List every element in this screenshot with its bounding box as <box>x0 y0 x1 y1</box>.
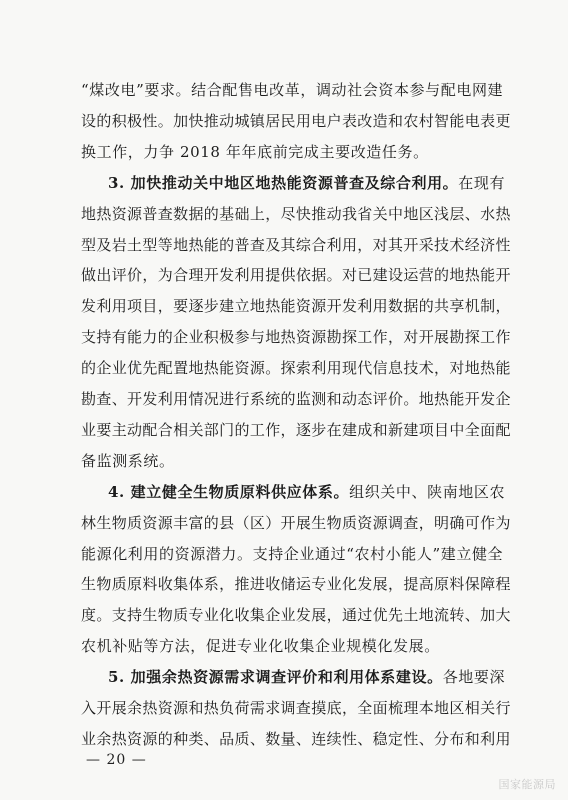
watermark: 国家能源局 <box>498 778 556 791</box>
text-line: 支持有能力的企业积极参与地热资源勘探工作，对开展勘探工作 <box>81 328 511 347</box>
text-line: 农机补贴等方法，促进专业化收集企业规模化发展。 <box>81 637 440 656</box>
text-line: 能源化利用的资源潜力。支持企业通过“农村小能人”建立健全 <box>81 544 504 563</box>
text-line <box>108 480 505 504</box>
page-number: — 20 — <box>86 752 147 768</box>
text-line: 勘查、开发利用情况进行系统的监测和动态评价。地热能开发企 <box>81 390 511 408</box>
text-line <box>108 665 505 689</box>
text-line: 地热资源普查数据的基础上，尽快推动我省关中地区浅层、水热 <box>81 204 511 223</box>
text-line: 生物质原料收集体系，推进收储运专业化发展，提高原料保障程 <box>81 575 511 594</box>
section-heading: 4. 建立健全生物质原料供应体系。 <box>108 482 350 501</box>
section-heading: 5. 加强余热资源需求调查评价和利用体系建设。 <box>108 668 443 687</box>
text-line: 换工作，力争 2018 年年底前完成主要改造任务。 <box>81 142 429 161</box>
text-line: “煤改电”要求。结合配售电改革，调动社会资本参与配电网建 <box>81 81 504 99</box>
text-line: 业余热资源的种类、品质、数量、连续性、稳定性、分布和利用 <box>81 729 511 748</box>
text-line: 入开展余热资源和热负荷需求调查摸底，全面梳理本地区相关行 <box>81 699 511 717</box>
text-line: 度。支持生物质专业化收集企业发展，通过优先土地流转、加大 <box>81 606 511 625</box>
text-line: 发利用项目，要逐步建立地热能资源开发利用数据的共享机制， <box>81 297 511 316</box>
text-line: 做出评价，为合理开发利用提供依据。对已建设运营的地热能开 <box>81 266 511 285</box>
line-text: 组织关中、陕南地区农 <box>349 482 506 501</box>
text-line: 型及岩土型等地热能的普查及其综合利用，对其开采技术经济性 <box>81 235 511 254</box>
text-line: 的企业优先配置地热能资源。探索利用现代信息技术，对地热能 <box>81 359 511 378</box>
text-line: 林生物质资源丰富的县（区）开展生物质资源调查，明确可作为 <box>81 513 511 532</box>
section-heading: 3. 加快推动关中地区地热能资源普查及综合利用。 <box>108 173 459 192</box>
line-text: 各地要深 <box>442 668 506 687</box>
line-text: 在现有 <box>458 173 506 192</box>
text-line: 业要主动配合相关部门的工作，逐步在建成和新建项目中全面配 <box>81 420 511 439</box>
text-line: 备监测系统。 <box>81 451 175 470</box>
text-line: 设的积极性。加快推动城镇居民用电户表改造和农村智能电表更 <box>81 111 511 130</box>
text-line <box>108 171 505 195</box>
